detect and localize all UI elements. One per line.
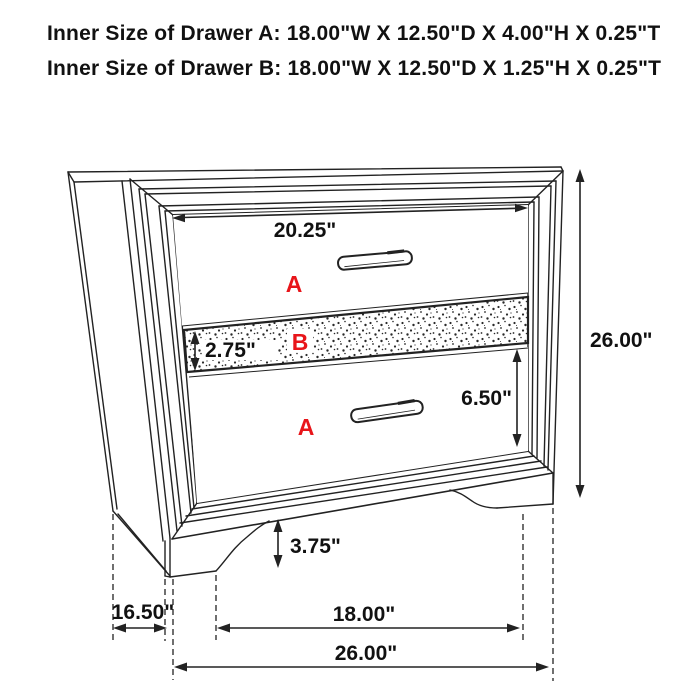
dimension-overall-width	[174, 642, 549, 672]
drawer-a-bottom-label: A	[297, 414, 315, 440]
dimension-foot-height	[274, 519, 341, 568]
drawer-a-bottom-front	[188, 347, 528, 503]
foot-span-value: 18.00"	[332, 603, 396, 626]
inner-width-value: 20.25"	[273, 219, 337, 242]
drawer-b-label: B	[291, 329, 309, 355]
middle-drawer-height-value: 2.75"	[205, 339, 256, 362]
dimension-overall-height	[576, 169, 653, 498]
depth-value: 16.50"	[111, 601, 175, 624]
drawer-a-top-label: A	[285, 271, 303, 297]
drawer-b-inner-size-text: Inner Size of Drawer B: 18.00"W X 12.50"D X 1.25"H X 0.25"T	[47, 57, 662, 80]
dimension-foot-span	[217, 603, 520, 633]
dimension-depth	[112, 601, 175, 633]
overall-height-value: 26.00"	[590, 329, 653, 352]
bottom-drawer-height-value: 6.50"	[461, 387, 512, 410]
overall-width-value: 26.00"	[334, 642, 398, 665]
foot-height-value: 3.75"	[290, 535, 341, 558]
projection-lines	[113, 508, 553, 681]
drawer-a-inner-size-text: Inner Size of Drawer A: 18.00"W X 12.50"D X 4.00"H X 0.25"T	[47, 22, 661, 45]
